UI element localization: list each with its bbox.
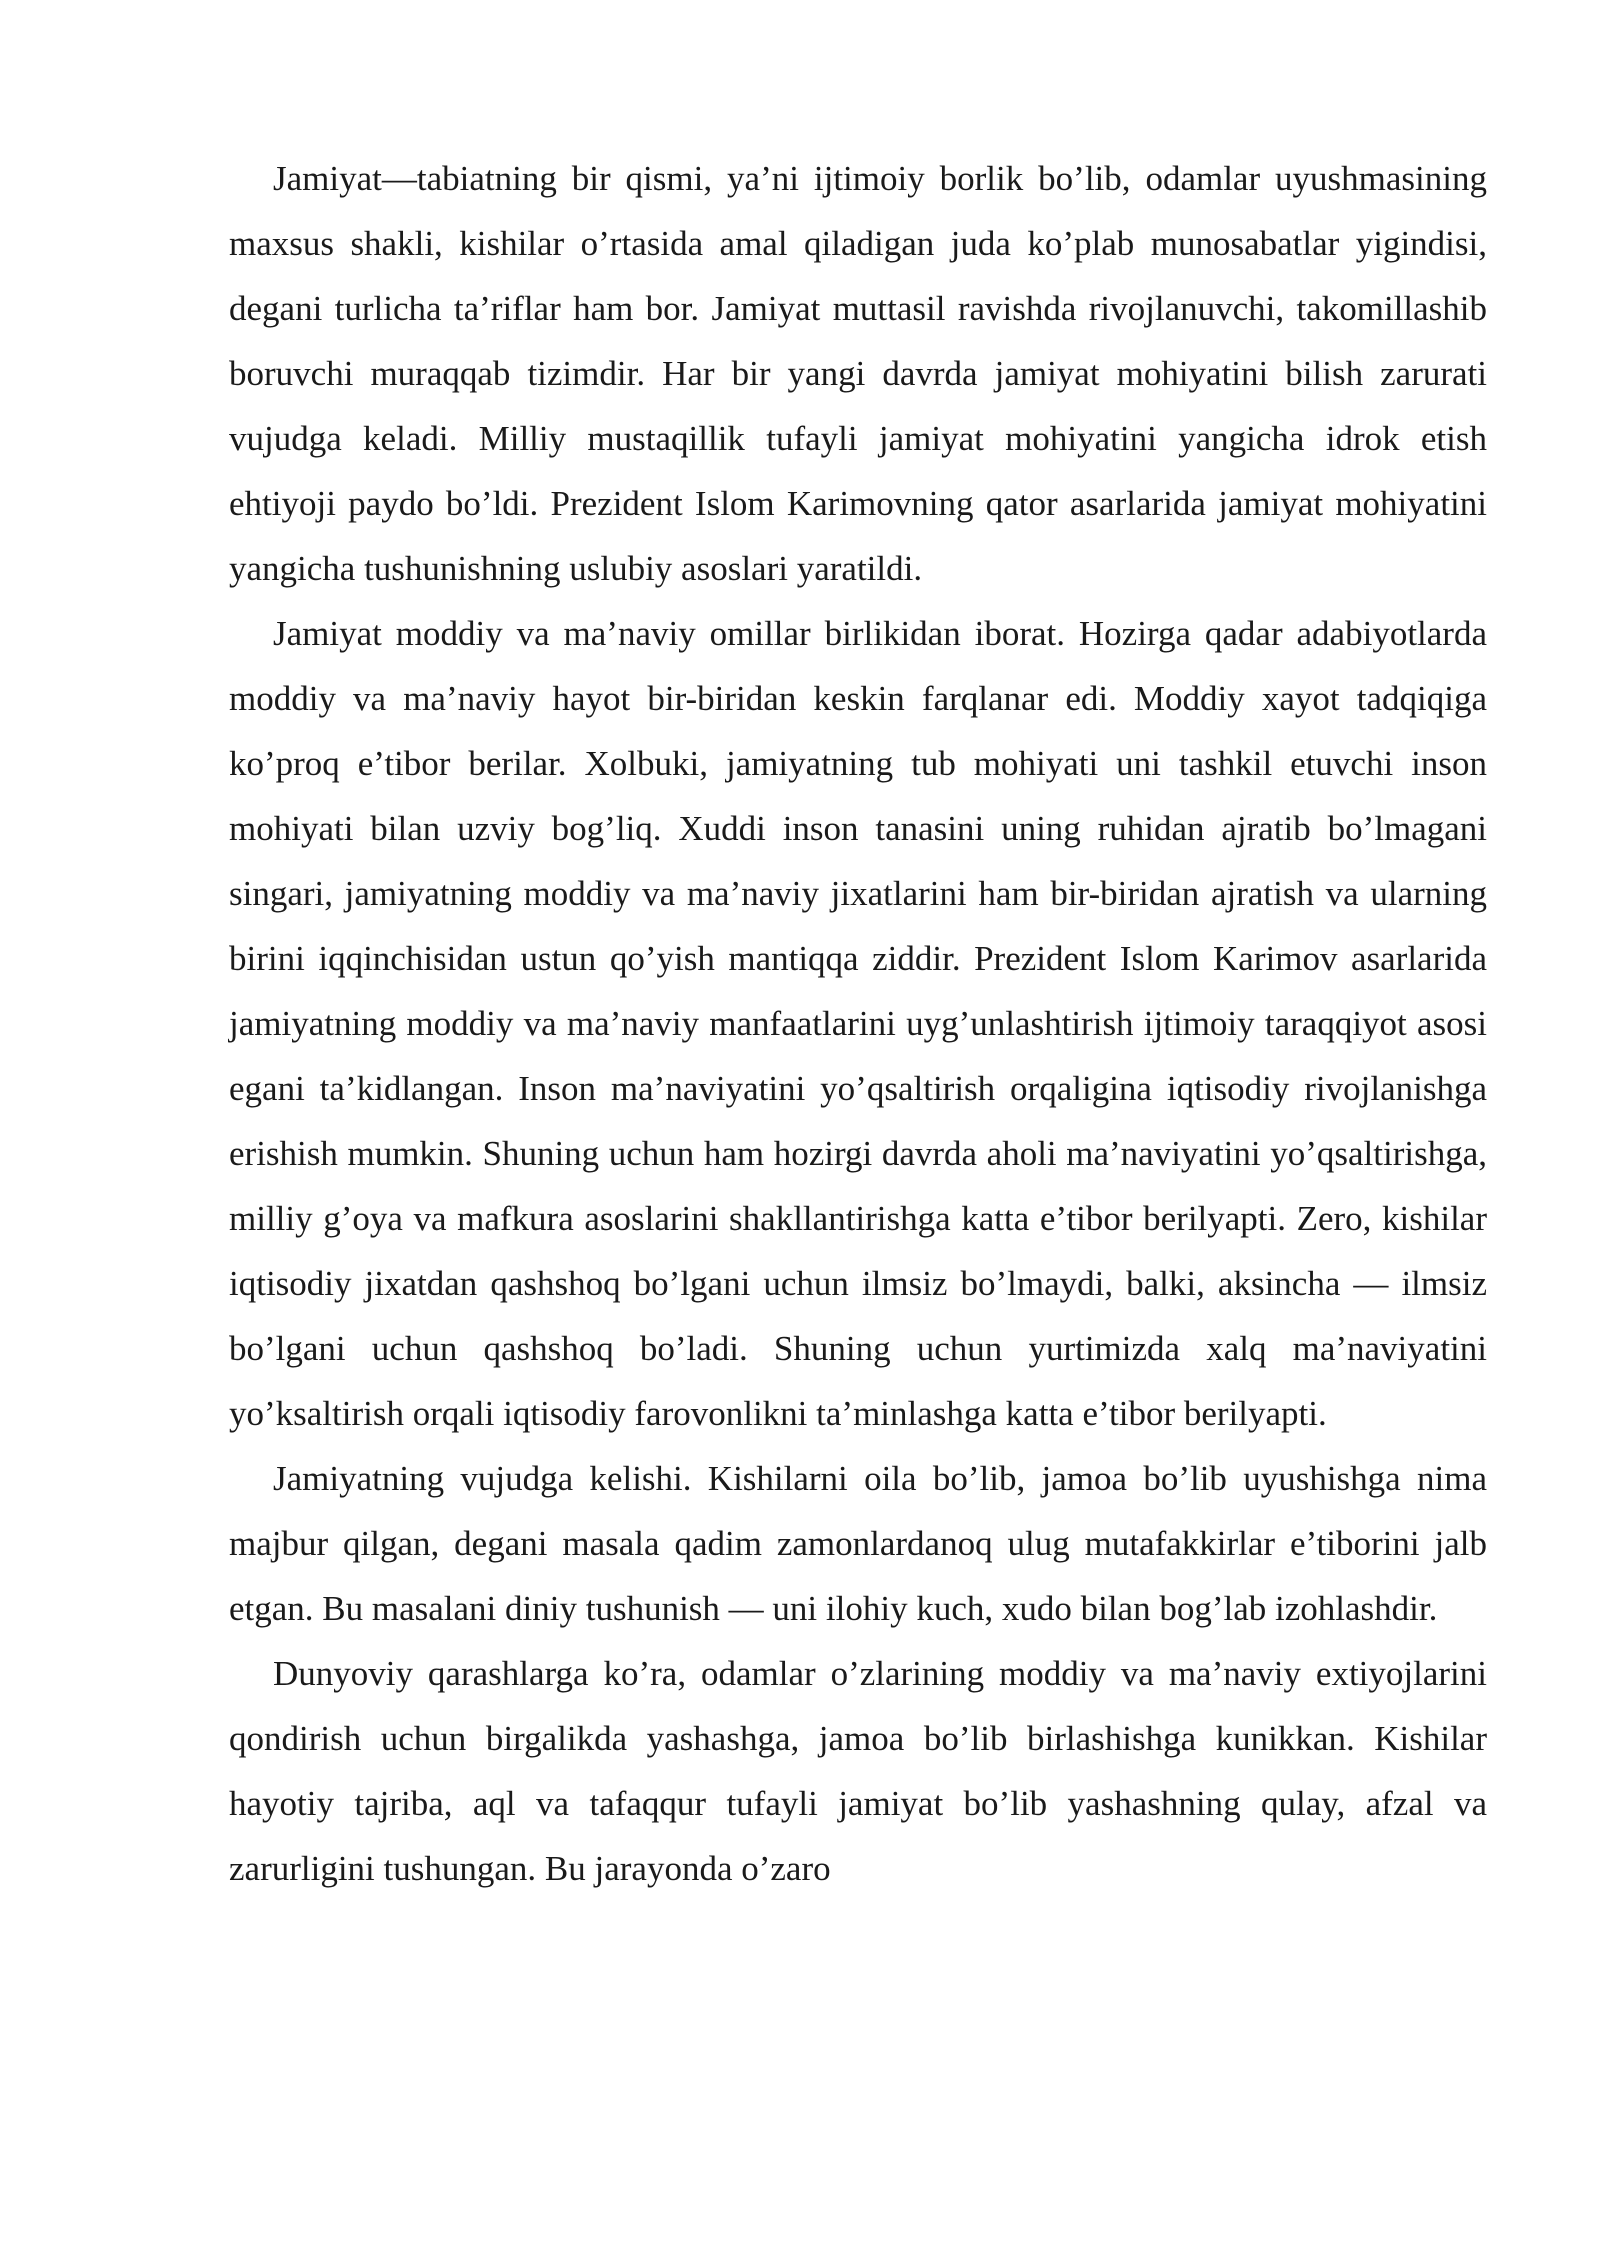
- paragraph-society-definition: Jamiyat—tabiatning bir qismi, ya’ni ijtimoiy borlik bo’lib, odamlar uyushmasining maxsus shakli, kishilar o’rtasida amal qiladigan juda ko’plab munosabatlar yigindisi, degani turlicha ta’riflar ham bor. Jamiyat muttasil ravishda rivojlanuvchi, takomillashib boruvchi muraqqab tizimdir. Har bir yangi davrda jamiyat mohiyatini bilish zarurati vujudga keladi. Milliy mustaqillik tufayli jamiyat mohiyatini yangicha idrok etish ehtiyoji paydo bo’ldi. Prezident Islom Karimovning qator asarlarida jamiyat mohiyatini yangicha tushunishning uslubiy asoslari yaratildi.: [229, 159, 1487, 588]
- document-page: [229, 146, 1487, 1901]
- paragraph-secular-views: Dunyoviy qarashlarga ko’ra, odamlar o’zlarining moddiy va ma’naviy extiyojlarini qondirish uchun birgalikda yashashga, jamoa bo’lib birlashishga kunikkan. Kishilar hayotiy tajriba, aql va tafaqqur tufayli jamiyat bo’lib yashashning qulay, afzal va zarurligini tushungan. Bu jarayonda o’zaro: [229, 1654, 1487, 1888]
- paragraph-material-spiritual: Jamiyat moddiy va ma’naviy omillar birlikidan iborat. Hozirga qadar adabiyotlarda moddiy va ma’naviy hayot bir-biridan keskin farqlanar edi. Moddiy xayot tadqiqiga ko’proq e’tibor berilar. Xolbuki, jamiyatning tub mohiyati uni tashkil etuvchi inson mohiyati bilan uzviy bog’liq. Xuddi inson tanasini uning ruhidan ajratib bo’lmagani singari, jamiyatning moddiy va ma’naviy jixatlarini ham bir-biridan ajratish va ularning birini iqqinchisidan ustun qo’yish mantiqqa ziddir. Prezident Islom Karimov asarlarida jamiyatning moddiy va ma’naviy manfaatlarini uyg’unlashtirish ijtimoiy taraqqiyot asosi egani ta’kidlangan. Inson ma’naviyatini yo’qsaltirish orqaligina iqtisodiy rivojlanishga erishish mumkin. Shuning uchun ham hozirgi davrda aholi ma’naviyatini yo’qsaltirishga, milliy g’oya va mafkura asoslarini shakllantirishga katta e’tibor berilyapti. Zero, kishilar iqtisodiy jixatdan qashshoq bo’lgani uchun ilmsiz bo’lmaydi, balki, aksincha — ilmsiz bo’lgani uchun qashshoq bo’ladi. Shuning uchun yurtimizda xalq ma’naviyatini yo’ksaltirish orqali iqtisodiy farovonlikni ta’minlashga katta e’tibor berilyapti.: [229, 614, 1487, 1433]
- paragraph-origin-of-society: Jamiyatning vujudga kelishi. Kishilarni oila bo’lib, jamoa bo’lib uyushishga nima majbur qilgan, degani masala qadim zamonlardanoq ulug mutafakkirlar e’tiborini jalb etgan. Bu masalani diniy tushunish — uni ilohiy kuch, xudo bilan bog’lab izohlashdir.: [229, 1459, 1487, 1628]
